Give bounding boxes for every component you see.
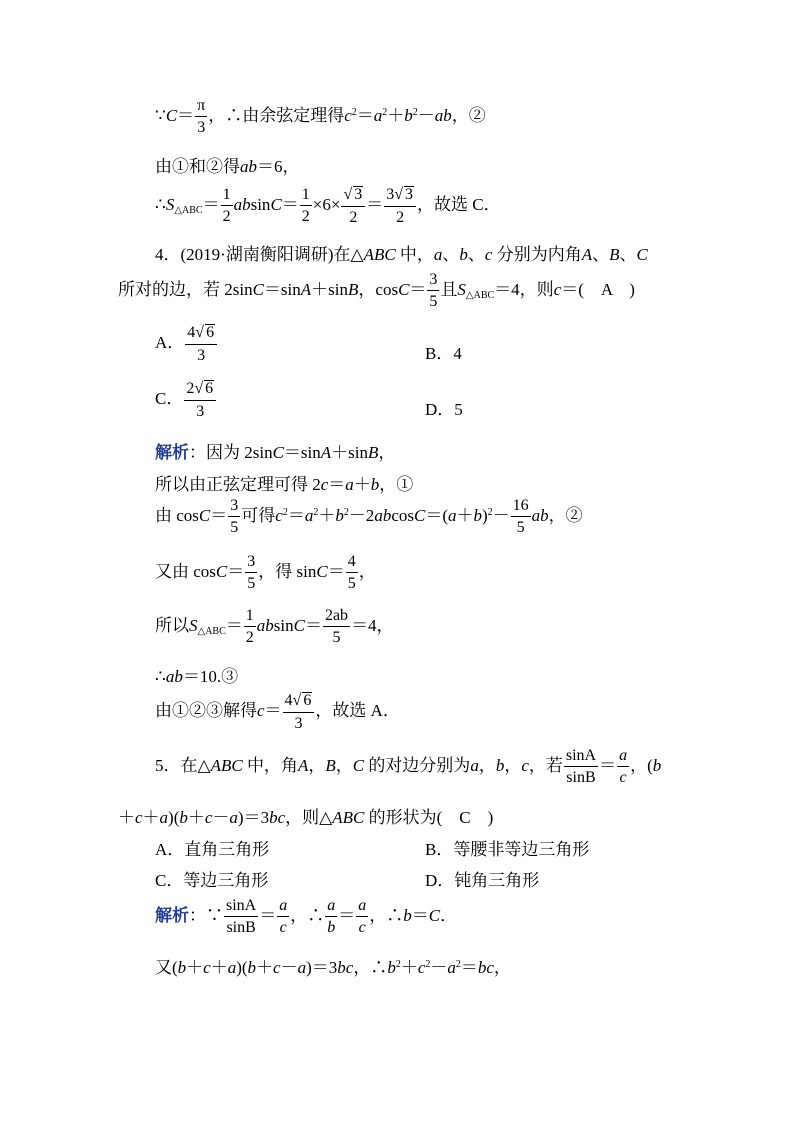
solution-line: 解析：因为 2sinC＝sinA＋sinB， <box>155 443 396 462</box>
option-d: D．钝角三角形 <box>425 871 540 890</box>
question-4-stem-cont: 所对的边，若 2sinC＝sinA＋sinB，cosC＝ $\frac{3}{5}$ 且$S_{\triangle ABC}=4$，则c＝( A ) <box>118 271 635 310</box>
solution-line: 由 cosC＝ $\frac{3}{5}$ 可得$c^2=a^2+b^2-2abcosC=(a+b)^2-$ $\frac{16}{5}$ ab，② <box>155 497 583 536</box>
solution-line: 又(b＋c＋a)(b＋c－a)＝3bc，$\therefore b^2+c^2-a^2=bc$， <box>155 958 511 977</box>
option-b: B．4 <box>425 344 462 363</box>
option-d: D．5 <box>425 400 463 419</box>
text-line: $\therefore S_{\triangle ABC}=$ $\frac{1}{2}$ absinC＝ $\frac{1}{2}$ ×6× $\frac{√ 3}{2}$ ＝ $\frac{3√ 3}{2}$ ，故选 C． <box>155 185 501 226</box>
question-4-stem: 4．(2019·湖南衡阳调研)在△ABC 中，a、b、c 分别为内角A、B、C <box>155 245 648 264</box>
solution-line: 由①②③解得c＝ $\frac{4√ 6}{3}$ ，故选 A． <box>155 692 400 732</box>
solution-line: 解析：∵ $\frac{\sin A}{\sin B}$ ＝ $\frac{a}{c}$ ，∴ $\frac{a}{b}$ ＝ $\frac{a}{c}$ ，∴b＝C． <box>155 897 458 936</box>
solution-line: ∴ab＝10.③ <box>155 667 239 686</box>
option-c: C． $\frac{2√ 6}{3}$ <box>155 380 217 420</box>
question-5-stem-cont: ＋c＋a)(b＋c－a)＝3bc，则△ABC 的形状为( C ) <box>118 808 494 827</box>
question-5-stem: 5．在△ABC 中，角A，B，C 的对边分别为a，b，c，若 $\frac{\sin A}{\sin B}$ ＝ $\frac{a}{c}$ ，(b <box>155 747 662 786</box>
solution-line: 又由 cosC＝ $\frac{3}{5}$ ，得 sinC＝ $\frac{4}{5}$ ， <box>155 553 376 592</box>
solution-line: 所以$S_{\triangle ABC}=$ $\frac{1}{2}$ absinC＝ $\frac{2ab}{5}$ ＝4， <box>155 607 394 646</box>
text-line: ∵C＝ $\frac{\pi}{3}$ ，∴由余弦定理得$c^2=a^2+b^2-ab$，② <box>155 97 486 136</box>
option-a: A．直角三角形 <box>155 840 270 859</box>
fraction: $\frac{\pi}{3}$ <box>197 97 206 136</box>
text-line: 由①和②得ab＝6， <box>155 157 300 176</box>
option-a: A． $\frac{4√ 6}{3}$ <box>155 324 218 364</box>
option-b: B．等腰非等边三角形 <box>425 840 590 859</box>
option-c: C．等边三角形 <box>155 871 269 890</box>
solution-line: 所以由正弦定理可得 2c＝a＋b，① <box>155 475 414 494</box>
